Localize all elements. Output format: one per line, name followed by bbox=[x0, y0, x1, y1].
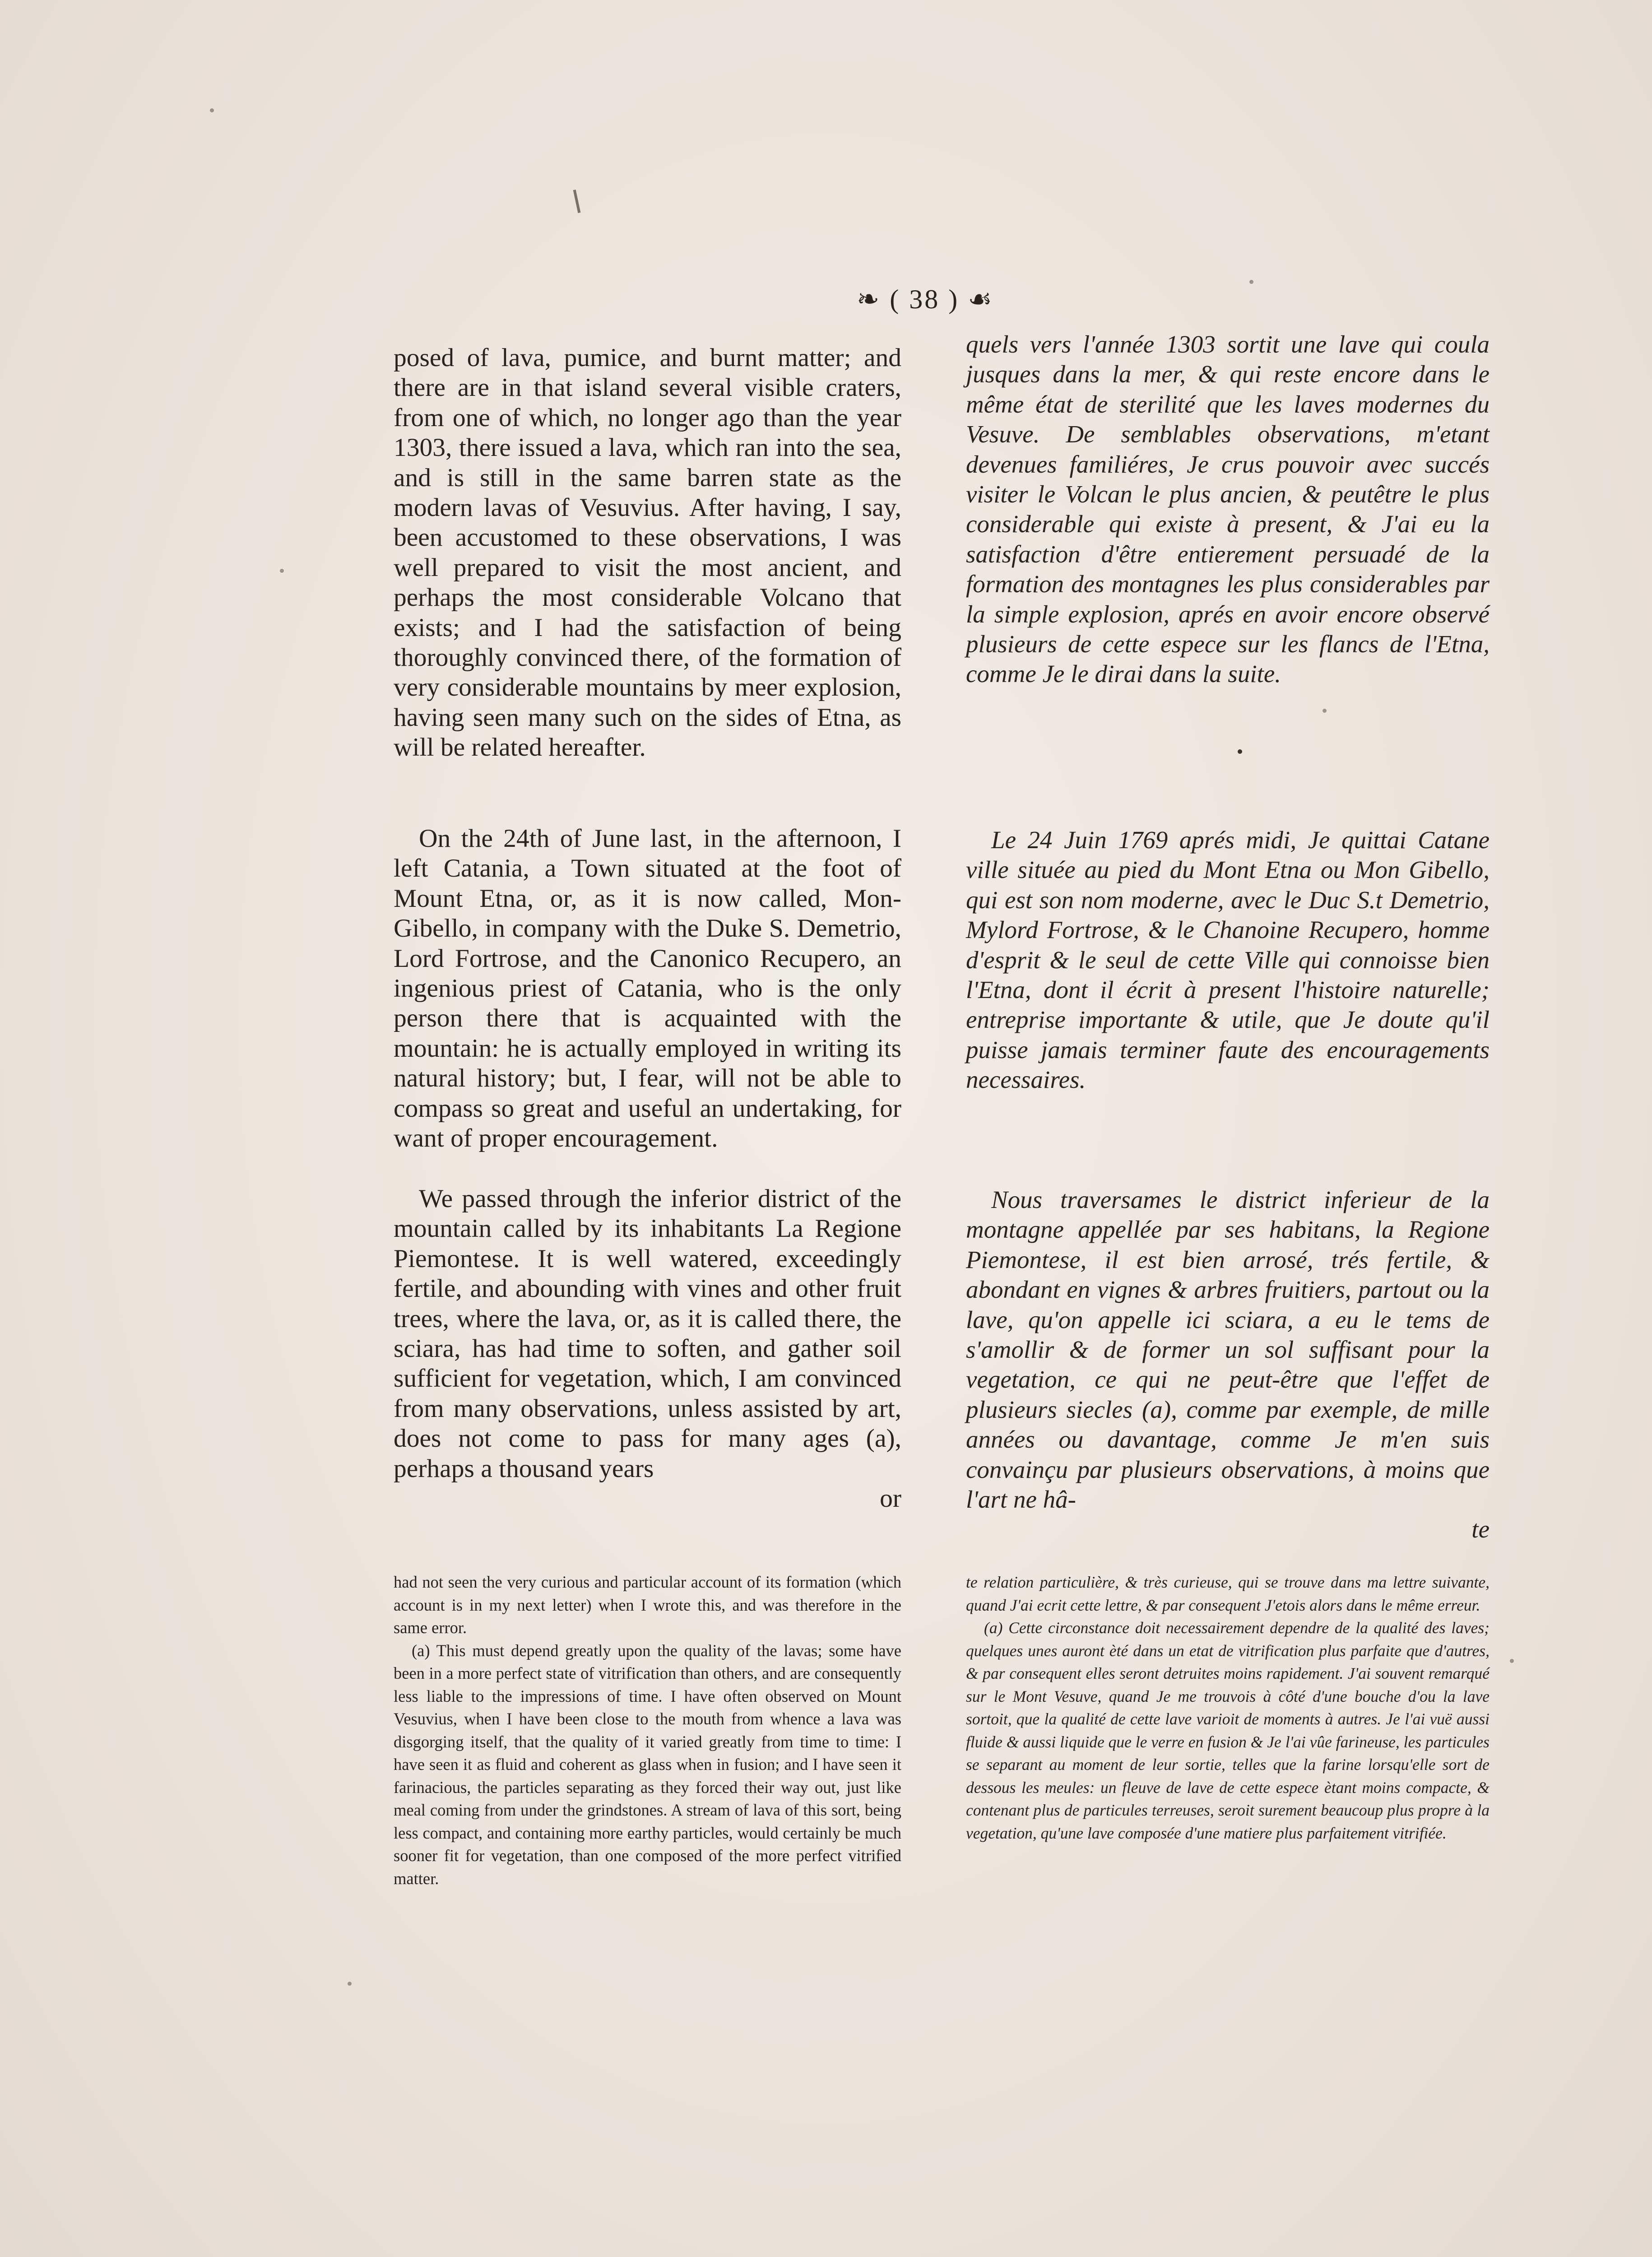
english-paragraph-2: On the 24th of June last, in the afternoon, I left Catania, a Town situated at the foot of Mount Etna, or, as it is now called, Mon-Gibello, in company with the Duke S. Demetrio, Lord Fortrose, and the Canonico Recupero, an ingenious priest of Catania, who is the only person there that is acquainted with the mountain: he is actually employed in writing its natural history; but, I fear, will not be able to compass so great and useful an undertaking, for want of proper encouragement. bbox=[394, 824, 901, 1153]
page-header bbox=[831, 283, 1020, 315]
english-column bbox=[394, 343, 901, 763]
paper-speck bbox=[1323, 709, 1327, 713]
english-column-part-3 bbox=[394, 1184, 901, 1514]
paper-speck bbox=[1249, 280, 1253, 284]
paper-speck bbox=[280, 569, 284, 573]
french-column-part-3 bbox=[966, 1185, 1490, 1545]
french-catchword: te bbox=[1471, 1515, 1490, 1543]
french-paragraph-2: Le 24 Juin 1769 aprés midi, Je quittai Catane ville située au pied du Mont Etna ou Mon Gibello, qui est son nom moderne, avec le Duc S.t Demetrio, Mylord Fortrose, & le Chanoine Recupero, homme d'esprit & le seul de cette Ville qui connoisse bien l'Etna, dont il écrit à present l'histoire naturelle; entreprise importante & utile, que Je doute qu'il puisse jamais terminer faute des encouragements necessaires. bbox=[966, 826, 1490, 1094]
english-footnote-continued: had not seen the very curious and particular account of its formation (which account is in my next letter) when I wrote this, and was therefore in the same error. bbox=[394, 1573, 901, 1637]
left-ornament-icon: ❧ bbox=[856, 284, 882, 314]
center-dot bbox=[1238, 749, 1242, 754]
ink-mark bbox=[573, 190, 581, 213]
english-paragraph-1: posed of lava, pumice, and burnt matter; and there are in that island several visible craters, from one of which, no longer ago than the year 1303, there issued a lava, which ran into the sea, and is still in the same barren state as the modern lavas of Vesuvius. After having, I say, been accustomed to these observations, I was well prepared to visit the most ancient, and perhaps the most considerable Volcano that exists; and I had the satisfaction of being thoroughly convinced there, of the formation of very considerable mountains by meer explosion, having seen many such on the sides of Etna, as will be related hereafter. bbox=[394, 344, 901, 762]
english-footnotes bbox=[394, 1571, 901, 1890]
french-paragraph-3: Nous traversames le district inferieur de la montagne appellée par ses habitans, la Regione Piemontese, il est bien arrosé, trés fertile, & abondant en vignes & arbres fruitiers, partout ou la lave, qu'on appelle ici sciara, a eu le tems de s'amollir & de former un sol suffisant pour la vegetation, ce qui ne peut-être que l'effet de plusieurs siecles (a), comme par exemple, de mille années ou davantage, comme Je m'en suis convainçu par plusieurs observations, à moins que l'art ne hâ- bbox=[966, 1186, 1490, 1514]
page-number: ( 38 ) bbox=[890, 284, 960, 314]
french-column bbox=[966, 330, 1490, 689]
english-paragraph-3: We passed through the inferior district of the mountain called by its inhabitants La Regione Piemontese. It is well watered, exceedingly fertile, and abounding with vines and other fruit trees, where the lava, or, as it is called there, the sciara, has had time to soften, and gather soil sufficient for vegetation, which, I am convinced from many observations, unless assisted by art, does not come to pass for many ages (a), perhaps a thousand years bbox=[394, 1184, 901, 1483]
paper-speck bbox=[348, 1982, 352, 1986]
french-column-part-2 bbox=[966, 825, 1490, 1095]
french-footnotes bbox=[966, 1571, 1490, 1844]
english-column-part-2 bbox=[394, 824, 901, 1153]
english-footnote-a: (a) This must depend greatly upon the quality of the lavas; some have been in a more perfect state of vitrification than others, and are consequently less liable to the impressions of time. I have often observed on Mount Vesuvius, when I have been close to the mouth from whence a lava was disgorging itself, that the quality of it varied greatly from time to time: I have seen it as fluid and coherent as glass when in fusion; and I have seen it farinacious, the particles separating as they forced their way out, just like meal coming from under the grindstones. A stream of lava of this sort, being less compact, and containing more earthy particles, would certainly be much sooner fit for vegetation, than one composed of the more perfect vitrified matter. bbox=[394, 1641, 901, 1888]
french-footnote-continued: te relation particulière, & très curieuse, qui se trouve dans ma lettre suivante, quand J'ai ecrit cette lettre, & par consequent J'etois alors dans le même erreur. bbox=[966, 1573, 1490, 1614]
english-catchword: or bbox=[880, 1484, 901, 1513]
paper-speck bbox=[210, 108, 214, 112]
french-footnote-a: (a) Cette circonstance doit necessairement dependre de la qualité des laves; quelques unes auront èté dans un etat de vitrification plus parfaite que d'autres, & par consequent elles seront detruites moins rapidement. J'ai souvent remarqué sur le Mont Vesuve, quand Je me trouvois à côté d'une bouche d'ou la lave sortoit, que la qualité de cette lave varioit de moments à autres. Je l'ai vuë aussi fluide & aussi liquide que le verre en fusion & Je l'ai vûe farineuse, les particules se separant au moment de leur sortie, telles que la farine lorsqu'elle sort de dessous les meules: un fleuve de lave de cette espece ètant moins compacte, & contenant plus de particules terreuses, seroit surement beaucoup plus propre à la vegetation, qu'une lave composée d'une matiere plus parfaitement vitrifiée. bbox=[966, 1619, 1490, 1842]
french-paragraph-1: quels vers l'année 1303 sortit une lave qui coula jusques dans la mer, & qui reste encore dans le même état de sterilité que les laves modernes du Vesuve. De semblables observations, m'etant devenues familiéres, Je crus pouvoir avec succés visiter le Volcan le plus ancien, & peutêtre le plus considerable qui existe à present, & J'ai eu la satisfaction d'être entierement persuadé de la formation des montagnes les plus considerables par la simple explosion, aprés en avoir encore observé plusieurs de cette espece sur les flancs de l'Etna, comme Je le dirai dans la suite. bbox=[966, 330, 1490, 688]
paper-speck bbox=[1510, 1659, 1514, 1663]
right-ornament-icon: ☙ bbox=[968, 284, 994, 314]
